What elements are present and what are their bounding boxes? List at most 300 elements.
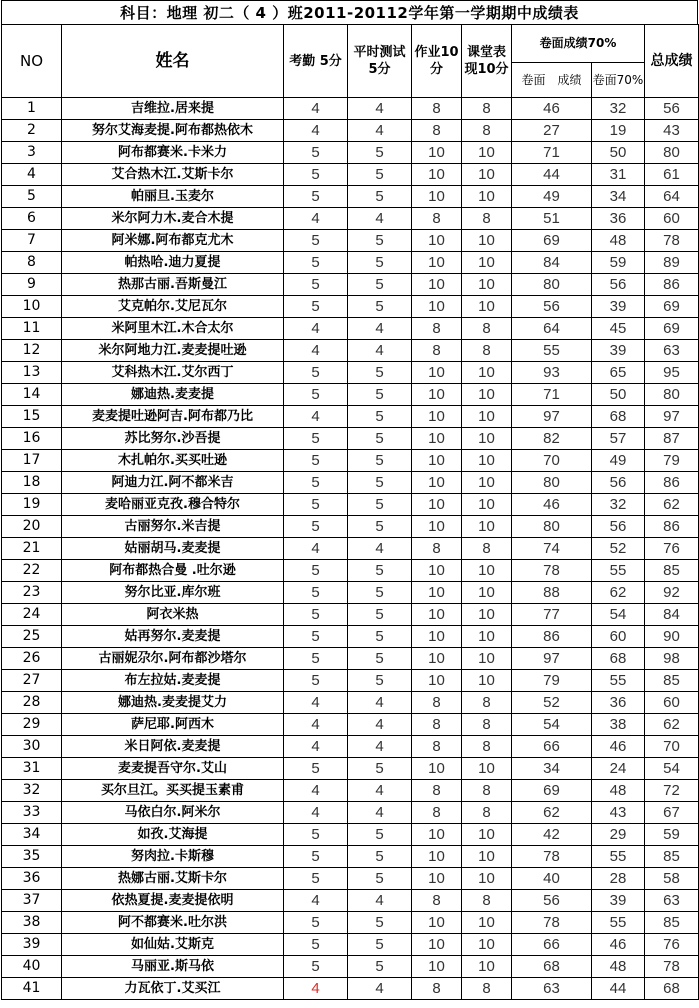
cell-no: 5 <box>2 186 62 208</box>
cell-exam-70: 48 <box>592 780 645 802</box>
cell-exam-raw: 27 <box>512 120 592 142</box>
table-row <box>2 516 699 538</box>
table-row <box>2 626 699 648</box>
cell-homework: 10 <box>412 406 462 428</box>
cell-classwork: 10 <box>462 824 512 846</box>
cell-quiz: 5 <box>348 406 412 428</box>
cell-attendance: 5 <box>284 648 348 670</box>
cell-name: 古丽努尔.米吉提 <box>62 516 284 538</box>
cell-exam-raw: 80 <box>512 516 592 538</box>
cell-name: 阿布都赛米.卡米力 <box>62 142 284 164</box>
cell-total: 98 <box>645 648 699 670</box>
cell-attendance: 5 <box>284 428 348 450</box>
table-row <box>2 824 699 846</box>
cell-name: 麦哈丽亚克孜.穆合特尔 <box>62 494 284 516</box>
cell-attendance: 5 <box>284 670 348 692</box>
cell-attendance: 5 <box>284 516 348 538</box>
cell-no: 22 <box>2 560 62 582</box>
cell-no: 17 <box>2 450 62 472</box>
cell-no: 39 <box>2 934 62 956</box>
cell-quiz: 4 <box>348 318 412 340</box>
cell-quiz: 4 <box>348 340 412 362</box>
table-row <box>2 934 699 956</box>
cell-no: 11 <box>2 318 62 340</box>
cell-attendance: 5 <box>284 626 348 648</box>
cell-quiz: 5 <box>348 560 412 582</box>
cell-homework: 10 <box>412 582 462 604</box>
cell-exam-70: 49 <box>592 450 645 472</box>
cell-exam-70: 62 <box>592 582 645 604</box>
cell-attendance: 5 <box>284 230 348 252</box>
cell-homework: 8 <box>412 714 462 736</box>
cell-attendance: 4 <box>284 890 348 912</box>
cell-homework: 10 <box>412 912 462 934</box>
cell-name: 马丽亚.斯马依 <box>62 956 284 978</box>
table-row <box>2 384 699 406</box>
cell-homework: 10 <box>412 648 462 670</box>
cell-exam-raw: 55 <box>512 340 592 362</box>
cell-exam-70: 46 <box>592 934 645 956</box>
cell-total: 61 <box>645 164 699 186</box>
cell-classwork: 10 <box>462 516 512 538</box>
table-row <box>2 670 699 692</box>
cell-name: 苏比努尔.沙吾提 <box>62 428 284 450</box>
cell-total: 63 <box>645 340 699 362</box>
cell-total: 85 <box>645 560 699 582</box>
cell-quiz: 5 <box>348 252 412 274</box>
table-row <box>2 340 699 362</box>
table-row <box>2 912 699 934</box>
cell-no: 3 <box>2 142 62 164</box>
cell-classwork: 10 <box>462 626 512 648</box>
cell-quiz: 5 <box>348 626 412 648</box>
cell-quiz: 4 <box>348 120 412 142</box>
table-row <box>2 956 699 978</box>
cell-total: 69 <box>645 318 699 340</box>
cell-name: 艾合热木江.艾斯卡尔 <box>62 164 284 186</box>
cell-homework: 10 <box>412 516 462 538</box>
cell-classwork: 10 <box>462 362 512 384</box>
cell-homework: 8 <box>412 120 462 142</box>
cell-no: 2 <box>2 120 62 142</box>
cell-total: 72 <box>645 780 699 802</box>
grade-table <box>1 24 699 1000</box>
cell-classwork: 8 <box>462 890 512 912</box>
cell-homework: 10 <box>412 296 462 318</box>
cell-total: 69 <box>645 296 699 318</box>
cell-exam-raw: 82 <box>512 428 592 450</box>
cell-homework: 10 <box>412 670 462 692</box>
header-total: 总成绩 <box>645 25 699 98</box>
table-row <box>2 296 699 318</box>
cell-name: 力瓦依丁.艾买江 <box>62 978 284 1000</box>
cell-exam-raw: 52 <box>512 692 592 714</box>
table-row <box>2 450 699 472</box>
cell-classwork: 10 <box>462 758 512 780</box>
cell-classwork: 10 <box>462 164 512 186</box>
cell-classwork: 8 <box>462 120 512 142</box>
cell-no: 13 <box>2 362 62 384</box>
cell-attendance: 5 <box>284 164 348 186</box>
cell-classwork: 8 <box>462 780 512 802</box>
cell-quiz: 5 <box>348 648 412 670</box>
grade-rows <box>2 98 699 1000</box>
cell-quiz: 5 <box>348 450 412 472</box>
cell-attendance: 5 <box>284 472 348 494</box>
table-row <box>2 560 699 582</box>
cell-exam-70: 48 <box>592 956 645 978</box>
cell-name: 麦麦提吐逊阿吉.阿布都乃比 <box>62 406 284 428</box>
cell-quiz: 5 <box>348 824 412 846</box>
cell-total: 62 <box>645 714 699 736</box>
cell-total: 92 <box>645 582 699 604</box>
cell-total: 80 <box>645 384 699 406</box>
cell-attendance: 5 <box>284 824 348 846</box>
cell-exam-70: 56 <box>592 516 645 538</box>
cell-total: 78 <box>645 956 699 978</box>
cell-homework: 8 <box>412 978 462 1000</box>
table-row <box>2 98 699 120</box>
cell-quiz: 5 <box>348 868 412 890</box>
cell-quiz: 5 <box>348 164 412 186</box>
cell-attendance: 5 <box>284 384 348 406</box>
cell-classwork: 10 <box>462 912 512 934</box>
cell-attendance: 4 <box>284 120 348 142</box>
cell-name: 姑丽胡马.麦麦提 <box>62 538 284 560</box>
cell-exam-70: 57 <box>592 428 645 450</box>
cell-classwork: 8 <box>462 978 512 1000</box>
cell-no: 9 <box>2 274 62 296</box>
cell-quiz: 4 <box>348 98 412 120</box>
cell-quiz: 5 <box>348 494 412 516</box>
cell-exam-70: 65 <box>592 362 645 384</box>
cell-name: 娜迪热.麦麦提艾力 <box>62 692 284 714</box>
cell-classwork: 10 <box>462 274 512 296</box>
cell-homework: 10 <box>412 164 462 186</box>
cell-no: 10 <box>2 296 62 318</box>
table-row <box>2 318 699 340</box>
cell-exam-raw: 78 <box>512 560 592 582</box>
table-row <box>2 802 699 824</box>
cell-exam-70: 55 <box>592 912 645 934</box>
cell-attendance: 5 <box>284 934 348 956</box>
cell-attendance: 5 <box>284 494 348 516</box>
cell-no: 8 <box>2 252 62 274</box>
cell-exam-raw: 74 <box>512 538 592 560</box>
table-row <box>2 252 699 274</box>
cell-total: 85 <box>645 846 699 868</box>
cell-exam-70: 39 <box>592 340 645 362</box>
cell-no: 38 <box>2 912 62 934</box>
cell-name: 热那古丽.吾斯曼江 <box>62 274 284 296</box>
cell-no: 19 <box>2 494 62 516</box>
header-exam-70: 卷面70% <box>592 63 645 98</box>
cell-no: 29 <box>2 714 62 736</box>
cell-classwork: 8 <box>462 208 512 230</box>
cell-quiz: 5 <box>348 670 412 692</box>
cell-attendance: 4 <box>284 98 348 120</box>
cell-homework: 10 <box>412 362 462 384</box>
cell-no: 34 <box>2 824 62 846</box>
cell-total: 43 <box>645 120 699 142</box>
cell-exam-raw: 97 <box>512 406 592 428</box>
cell-exam-raw: 71 <box>512 384 592 406</box>
cell-classwork: 8 <box>462 98 512 120</box>
cell-name: 布左拉姑.麦麦提 <box>62 670 284 692</box>
cell-total: 89 <box>645 252 699 274</box>
cell-classwork: 10 <box>462 186 512 208</box>
table-row <box>2 736 699 758</box>
cell-exam-raw: 49 <box>512 186 592 208</box>
cell-exam-70: 56 <box>592 274 645 296</box>
cell-total: 70 <box>645 736 699 758</box>
cell-no: 20 <box>2 516 62 538</box>
cell-exam-70: 50 <box>592 384 645 406</box>
cell-attendance: 5 <box>284 362 348 384</box>
table-row <box>2 472 699 494</box>
cell-name: 米阿里木江.木合太尔 <box>62 318 284 340</box>
cell-no: 24 <box>2 604 62 626</box>
cell-classwork: 10 <box>462 846 512 868</box>
cell-name: 努肉拉.卡斯穆 <box>62 846 284 868</box>
cell-classwork: 10 <box>462 142 512 164</box>
cell-quiz: 5 <box>348 362 412 384</box>
cell-exam-70: 50 <box>592 142 645 164</box>
cell-exam-70: 59 <box>592 252 645 274</box>
cell-attendance: 5 <box>284 560 348 582</box>
cell-quiz: 4 <box>348 714 412 736</box>
cell-homework: 10 <box>412 824 462 846</box>
table-row <box>2 890 699 912</box>
cell-classwork: 10 <box>462 670 512 692</box>
cell-quiz: 5 <box>348 428 412 450</box>
cell-attendance: 5 <box>284 758 348 780</box>
cell-attendance: 4 <box>284 978 348 1000</box>
cell-quiz: 4 <box>348 692 412 714</box>
cell-total: 59 <box>645 824 699 846</box>
header-no: NO <box>2 25 62 98</box>
cell-exam-raw: 97 <box>512 648 592 670</box>
cell-homework: 8 <box>412 340 462 362</box>
cell-exam-70: 24 <box>592 758 645 780</box>
cell-no: 41 <box>2 978 62 1000</box>
cell-homework: 8 <box>412 736 462 758</box>
cell-classwork: 10 <box>462 406 512 428</box>
cell-attendance: 5 <box>284 186 348 208</box>
cell-classwork: 8 <box>462 736 512 758</box>
cell-attendance: 5 <box>284 956 348 978</box>
cell-homework: 8 <box>412 208 462 230</box>
cell-exam-70: 19 <box>592 120 645 142</box>
cell-exam-raw: 93 <box>512 362 592 384</box>
cell-homework: 8 <box>412 538 462 560</box>
header-attendance: 考勤 5分 <box>284 25 348 98</box>
grade-sheet <box>1 0 698 1000</box>
cell-total: 62 <box>645 494 699 516</box>
cell-attendance: 5 <box>284 846 348 868</box>
cell-homework: 8 <box>412 780 462 802</box>
cell-total: 85 <box>645 912 699 934</box>
cell-exam-70: 56 <box>592 472 645 494</box>
cell-exam-raw: 88 <box>512 582 592 604</box>
cell-homework: 10 <box>412 384 462 406</box>
cell-classwork: 10 <box>462 384 512 406</box>
cell-exam-70: 55 <box>592 846 645 868</box>
cell-total: 76 <box>645 934 699 956</box>
cell-total: 86 <box>645 472 699 494</box>
cell-quiz: 5 <box>348 186 412 208</box>
cell-total: 60 <box>645 692 699 714</box>
cell-no: 18 <box>2 472 62 494</box>
cell-exam-70: 55 <box>592 560 645 582</box>
cell-attendance: 5 <box>284 450 348 472</box>
cell-exam-70: 48 <box>592 230 645 252</box>
cell-quiz: 4 <box>348 538 412 560</box>
cell-classwork: 8 <box>462 318 512 340</box>
cell-no: 21 <box>2 538 62 560</box>
cell-classwork: 10 <box>462 494 512 516</box>
cell-attendance: 5 <box>284 912 348 934</box>
cell-name: 麦麦提吾守尔.艾山 <box>62 758 284 780</box>
cell-quiz: 5 <box>348 142 412 164</box>
cell-name: 米尔阿力木.麦合木提 <box>62 208 284 230</box>
cell-no: 1 <box>2 98 62 120</box>
cell-no: 14 <box>2 384 62 406</box>
table-row <box>2 120 699 142</box>
cell-name: 阿布都热合曼 .吐尔逊 <box>62 560 284 582</box>
cell-attendance: 5 <box>284 868 348 890</box>
table-row <box>2 428 699 450</box>
cell-total: 56 <box>645 98 699 120</box>
cell-exam-raw: 63 <box>512 978 592 1000</box>
cell-exam-raw: 69 <box>512 230 592 252</box>
cell-no: 32 <box>2 780 62 802</box>
cell-total: 58 <box>645 868 699 890</box>
cell-homework: 10 <box>412 956 462 978</box>
cell-name: 帕热哈.迪力夏提 <box>62 252 284 274</box>
cell-homework: 10 <box>412 494 462 516</box>
cell-no: 33 <box>2 802 62 824</box>
cell-quiz: 4 <box>348 890 412 912</box>
cell-exam-raw: 79 <box>512 670 592 692</box>
cell-no: 7 <box>2 230 62 252</box>
cell-no: 27 <box>2 670 62 692</box>
header-exam-raw: 卷面 成绩 <box>512 63 592 98</box>
cell-homework: 10 <box>412 758 462 780</box>
cell-attendance: 4 <box>284 714 348 736</box>
sheet-title: 科目：地理 初二（ 4 ）班2011-20112学年第一学期期中成绩表 <box>1 0 698 24</box>
table-row <box>2 692 699 714</box>
table-row <box>2 758 699 780</box>
cell-attendance: 5 <box>284 252 348 274</box>
cell-exam-70: 55 <box>592 670 645 692</box>
cell-homework: 10 <box>412 472 462 494</box>
cell-exam-70: 54 <box>592 604 645 626</box>
cell-name: 努尔艾海麦提.阿布都热依木 <box>62 120 284 142</box>
table-row <box>2 604 699 626</box>
cell-quiz: 5 <box>348 296 412 318</box>
cell-exam-70: 34 <box>592 186 645 208</box>
cell-exam-70: 32 <box>592 494 645 516</box>
cell-homework: 10 <box>412 274 462 296</box>
cell-exam-raw: 78 <box>512 846 592 868</box>
cell-quiz: 4 <box>348 978 412 1000</box>
cell-exam-raw: 54 <box>512 714 592 736</box>
cell-exam-raw: 46 <box>512 494 592 516</box>
cell-attendance: 5 <box>284 296 348 318</box>
cell-exam-70: 43 <box>592 802 645 824</box>
cell-name: 艾克帕尔.艾尼瓦尔 <box>62 296 284 318</box>
cell-classwork: 10 <box>462 648 512 670</box>
cell-name: 阿米娜.阿布都克尤木 <box>62 230 284 252</box>
cell-total: 64 <box>645 186 699 208</box>
cell-exam-70: 38 <box>592 714 645 736</box>
cell-total: 60 <box>645 208 699 230</box>
cell-quiz: 5 <box>348 758 412 780</box>
cell-name: 买尔旦江。买买提玉素甫 <box>62 780 284 802</box>
cell-total: 54 <box>645 758 699 780</box>
cell-classwork: 10 <box>462 428 512 450</box>
cell-total: 76 <box>645 538 699 560</box>
cell-exam-70: 39 <box>592 296 645 318</box>
cell-quiz: 4 <box>348 736 412 758</box>
cell-homework: 10 <box>412 252 462 274</box>
table-row <box>2 868 699 890</box>
cell-homework: 8 <box>412 802 462 824</box>
header-homework: 作业10分 <box>412 25 462 98</box>
table-row <box>2 230 699 252</box>
cell-no: 6 <box>2 208 62 230</box>
cell-homework: 10 <box>412 142 462 164</box>
cell-exam-70: 68 <box>592 406 645 428</box>
cell-quiz: 5 <box>348 384 412 406</box>
cell-exam-raw: 34 <box>512 758 592 780</box>
cell-exam-raw: 42 <box>512 824 592 846</box>
cell-exam-raw: 68 <box>512 956 592 978</box>
cell-quiz: 5 <box>348 934 412 956</box>
cell-homework: 8 <box>412 318 462 340</box>
cell-exam-70: 45 <box>592 318 645 340</box>
cell-homework: 8 <box>412 890 462 912</box>
table-row <box>2 406 699 428</box>
cell-name: 依热夏提.麦麦提依明 <box>62 890 284 912</box>
cell-name: 姑再努尔.麦麦提 <box>62 626 284 648</box>
cell-no: 4 <box>2 164 62 186</box>
table-row <box>2 978 699 1000</box>
cell-classwork: 10 <box>462 230 512 252</box>
cell-exam-raw: 62 <box>512 802 592 824</box>
cell-classwork: 10 <box>462 956 512 978</box>
table-row <box>2 208 699 230</box>
table-row <box>2 648 699 670</box>
cell-total: 97 <box>645 406 699 428</box>
cell-name: 娜迪热.麦麦提 <box>62 384 284 406</box>
cell-classwork: 10 <box>462 934 512 956</box>
cell-total: 67 <box>645 802 699 824</box>
cell-classwork: 10 <box>462 252 512 274</box>
cell-total: 86 <box>645 274 699 296</box>
cell-exam-raw: 84 <box>512 252 592 274</box>
cell-attendance: 4 <box>284 692 348 714</box>
cell-homework: 10 <box>412 186 462 208</box>
cell-quiz: 4 <box>348 802 412 824</box>
cell-attendance: 4 <box>284 780 348 802</box>
table-row <box>2 274 699 296</box>
cell-homework: 8 <box>412 98 462 120</box>
cell-exam-70: 31 <box>592 164 645 186</box>
cell-exam-70: 29 <box>592 824 645 846</box>
table-row <box>2 846 699 868</box>
